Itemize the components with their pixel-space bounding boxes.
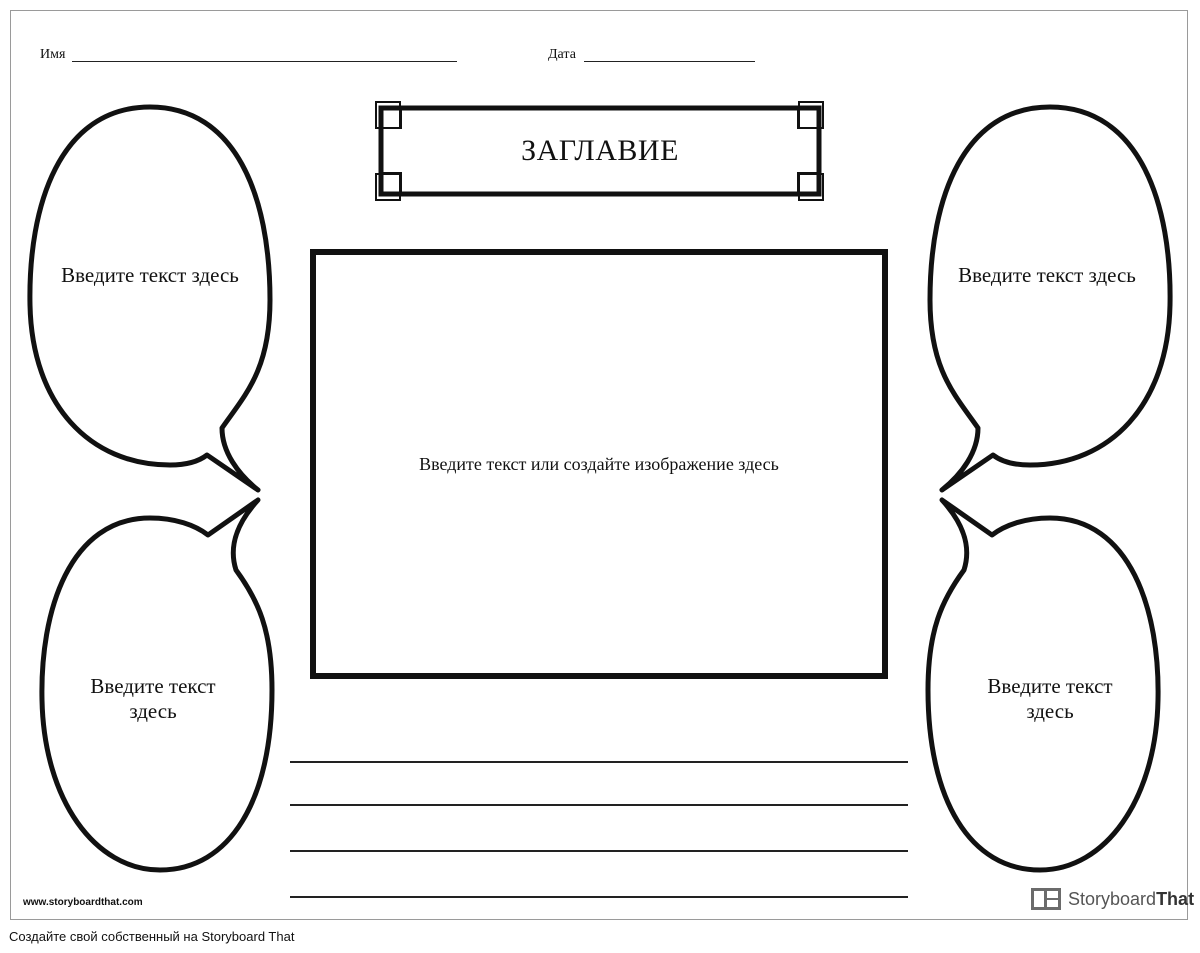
writing-line-1[interactable] [290,761,908,763]
writing-line-2[interactable] [290,804,908,806]
page-caption[interactable]: Создайте свой собственный на Storyboard That [9,929,295,944]
footer-url[interactable]: www.storyboardthat.com [23,897,143,908]
name-label: Имя [40,47,66,62]
bubble-bottom-left-text[interactable]: Введите текст здесь [90,674,216,723]
bubble-top-right [930,107,1170,490]
date-label: Дата [548,47,576,62]
bubble-bottom-right-text[interactable]: Введите текст здесь [987,674,1113,723]
brand-word-2: That [1156,888,1195,909]
worksheet-title[interactable]: ЗАГЛАВИЕ [521,134,679,167]
center-box-text[interactable]: Введите текст или создайте изображение здесь [419,453,779,474]
bubble-top-right-text[interactable]: Введите текст здесь [958,263,1136,287]
storyboardthat-brand[interactable] [1030,886,1194,912]
writing-line-3[interactable] [290,850,908,852]
bubble-top-left [30,107,270,490]
writing-line-4[interactable] [290,896,908,898]
brand-word-1: Storyboard [1068,888,1157,909]
brand-wordmark [1068,889,1194,910]
bubble-top-left-text[interactable]: Введите текст здесь [61,263,239,287]
